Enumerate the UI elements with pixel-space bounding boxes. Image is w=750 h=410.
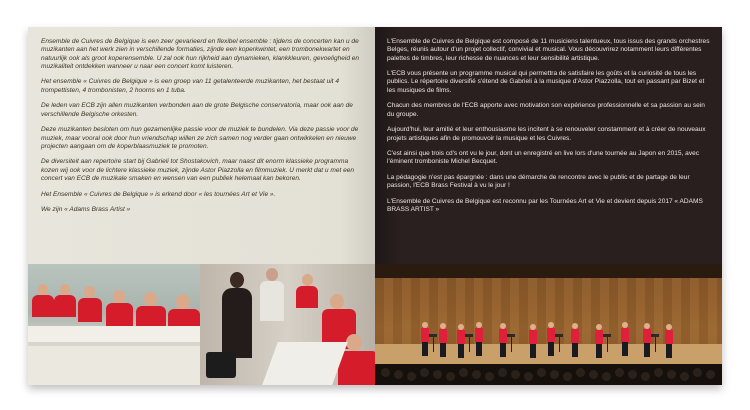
audience-head [420,368,429,377]
audience-head [680,372,689,381]
audience-head [589,370,598,379]
audience-head [628,370,637,379]
right-paragraph: Chacun des membres de l'ECB apporte avec motivation son expérience professionnelle et sa passion au sein du groupe. [387,102,705,118]
photo-concert-stage [375,264,722,385]
audience-head [641,372,650,381]
audience-head [524,372,533,381]
music-stand-top [429,334,437,337]
right-paragraph: L'Ensemble de Cuivres de Belgique est reconnu par les Tournées Art et Vie et devient depuis 2017 « ADAMS BRASS ARTIST » [387,197,703,214]
music-stand [511,336,512,352]
audience-head [381,368,390,377]
handbag [206,352,236,378]
audience-head [407,372,416,381]
audience-head [537,368,546,377]
music-stand [655,336,656,352]
music-stand-top [555,334,563,337]
left-paragraph: Het Ensemble « Cuivres de Belgique » is erkend door « les tournées Art et Vie ». [41,190,276,198]
music-stand [559,336,560,352]
music-stand-top [603,334,611,337]
left-photo-strip [28,264,375,385]
left-paragraph: Ensemble de Cuivres de Belgique is een zeer gevarieerd en flexibel ensemble : tijdens de concerten kan u de muzikanten aan het werk zien in verschillende formaties, zijnde een koperkwintet, een trombonekwartet en natuurlijk ook als groot koperensemble. U zal ook hun rijkheid aan dynamieken, klankkleuren, gevoeligheid en muzikaliteit ontdekken wanneer u naar een concert komt luisteren. [41,38,360,70]
audience-head [433,370,442,379]
photo-audience-signing [200,264,375,385]
right-paragraph: L'ECB vous présente un programme musical qui permettra de satisfaire les goûts et la curiosité de tous les publics. Le répertoire diversifié s'étend de Gabrieli à la musique d'Astor Piazzolla, tout en passant par Bizet et les musiques de films. [387,70,705,94]
right-paragraph: C'est ainsi que trois cd's ont vu le jour, dont un enregistré en live lors d'une tournée au Japon en 2015, avec l'éminent tromboniste Michel Becquet. [387,150,700,166]
audience-head [446,372,455,381]
right-page-text [387,38,713,222]
photo-signing-table [28,264,200,385]
music-stand [469,336,470,352]
left-paragraph: We zijn « Adams Brass Artist » [41,206,131,214]
audience-head [394,370,403,379]
audience-head [472,370,481,379]
right-page [375,27,722,385]
right-paragraph: L'Ensemble de Cuivres de Belgique est composé de 11 musiciens talentueux, tous issus des grands orchestres Belges, réunis autour d'un projet collectif, convivial et musical. Vous découvrirez notamment leurs différentes palettes de timbres, leur richesse de nuances et leur sensibilité artistique. [387,38,710,62]
music-stand [607,336,608,352]
music-stand-top [651,334,659,337]
audience-head [511,370,520,379]
left-page-text [41,38,364,222]
audience-head [498,368,507,377]
audience-head [485,372,494,381]
audience-head [602,372,611,381]
left-paragraph: De leden van ECB zijn allen muzikanten verbonden aan de grote Belgische conservatoria, maar ook aan de verschillende Belgische orkesten. [41,102,353,118]
audience-head [459,368,468,377]
audience-head [693,368,702,377]
audience-head [667,370,676,379]
left-paragraph: Het ensemble « Cuivres de Belgique » is een groep van 11 getalenteerde muzikanten, het bestaat uit 4 trompettisten, 4 trombonisten, 2 hoorns en 1 tuba. [41,78,339,94]
left-paragraph: Deze muzikanten besloten om hun gezamenlijke passie voor de muziek te bundelen. Via deze passie voor de muziek, maar vooral ook door hun vriendschap willen ze zich samen nog verder gaan ontwikkelen en nieuwe projecten aangaan om de koperblaasmuziek te promoten. [41,126,359,150]
audience-head [550,370,559,379]
audience-head [615,368,624,377]
audience-head [654,368,663,377]
right-paragraph: Aujourd'hui, leur amitié et leur enthousiasme les incitent à se renouveler constamment et à créer de nouveaux projets artistiques afin de promouvoir la musique et les Cuivres. [387,126,706,142]
music-stand-top [465,334,473,337]
music-stand-top [507,334,515,337]
left-page [28,27,375,385]
right-paragraph: La pédagogie n'est pas épargnée : dans une démarche de rencontre avec le public et de partage de leur passion, l'ECB Brass Festival à vu le jour ! [387,174,690,190]
booklet-spread [28,27,722,385]
audience-head [563,372,572,381]
audience-head [576,368,585,377]
music-stand [433,336,434,352]
left-paragraph: De diversiteit aan repertoire start bij Gabrieli tot Shostakovich, maar naast dit enorm klassieke programma kozen wij ook voor de lichtere klassieke muziek, zijnde Astor Piazzolla en filmmuziek. U merkt dat u met een concert van ECB de muzikale smaken en wensen van een publiek helemaal kan bekoren. [41,158,355,183]
audience-head [706,370,715,379]
